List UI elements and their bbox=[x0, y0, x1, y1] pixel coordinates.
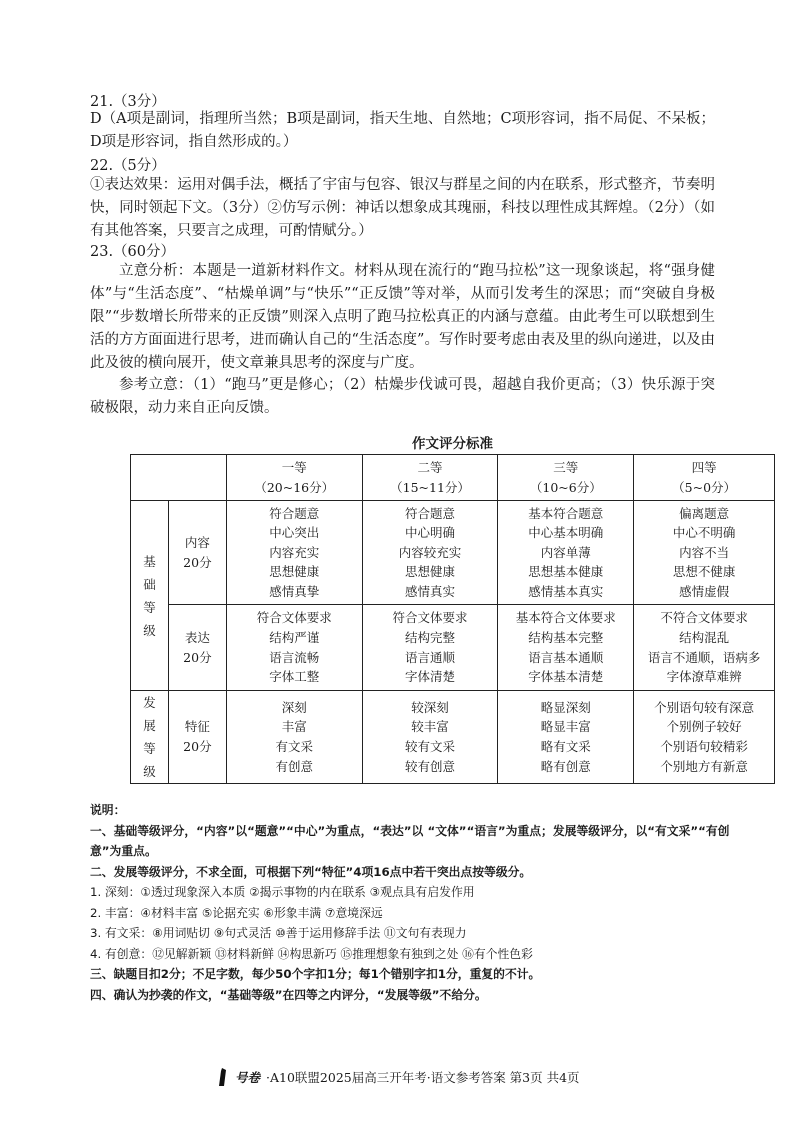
q23-heading: 23.（60分） bbox=[90, 244, 176, 260]
q22-answer: ①表达效果：运用对偶手法，概括了宇宙与包容、银汉与群星之间的内在联系，形式整齐，节奏明快，同时领起下文。（3分）②仿写示例：神话以想象成其瑰丽，科技以理性成其辉煌。（2分）（如有其他答案，只要言之成理，可酌情赋分。） bbox=[90, 177, 715, 239]
grade-2-header: 二等 （15~11分） bbox=[362, 455, 498, 501]
page-footer bbox=[215, 1068, 580, 1086]
note-2-item-4: 4. 有创意：⑫见解新颖 ⑬材料新鲜 ⑭构思新巧 ⑮推理想象有独到之处 ⑯有个性色彩 bbox=[90, 946, 533, 961]
notes-section bbox=[90, 800, 730, 1005]
table-header-row bbox=[131, 455, 775, 501]
feature-label: 特征 20分 bbox=[168, 691, 226, 784]
note-2-item-1: 1. 深刻：①透过现象深入本质 ②揭示事物的内在联系 ③观点具有启发作用 bbox=[90, 885, 475, 899]
basic-level-label: 基 础 等 级 bbox=[131, 501, 169, 691]
corner-cell bbox=[131, 455, 227, 501]
q21-answer: D（A项是副词，指理所当然；B项是副词，指天生地、自然地；C项形容词，指不局促、不呆板；D项是形容词，指自然形成的。） bbox=[90, 111, 715, 150]
grading-table bbox=[130, 454, 775, 784]
expression-grade-2: 符合文体要求 结构完整 语言通顺 字体清楚 bbox=[362, 605, 498, 691]
expression-grade-1: 符合文体要求 结构严谨 语言流畅 字体工整 bbox=[226, 605, 362, 691]
content-row bbox=[131, 501, 775, 605]
development-level-label: 发 展 等 级 bbox=[131, 691, 169, 784]
content-grade-1: 符合题意 中心突出 内容充实 思想健康 感情真挚 bbox=[226, 501, 362, 605]
note-1: 一、基础等级评分，“内容”以“题意”“中心”为重点，“表达”以 “文体”“语言”为重点；发展等级评分，以“有文采”“有创意”为重点。 bbox=[90, 823, 730, 858]
footer-text: ·A10联盟2025届高三开年考·语文参考答案 第3页 共4页 bbox=[266, 1070, 580, 1085]
feature-row bbox=[131, 691, 775, 784]
content-grade-2: 符合题意 中心明确 内容较充实 思想健康 感情真实 bbox=[362, 501, 498, 605]
expression-label: 表达 20分 bbox=[168, 605, 226, 691]
feature-grade-1: 深刻 丰富 有文采 有创意 bbox=[226, 691, 362, 784]
expression-grade-3: 基本符合文体要求 结构基本完整 语言基本通顺 字体基本清楚 bbox=[498, 605, 634, 691]
grade-4-header: 四等 （5~0分） bbox=[634, 455, 775, 501]
feature-grade-2: 较深刻 较丰富 较有文采 较有创意 bbox=[362, 691, 498, 784]
q22-heading: 22.（5分） bbox=[90, 158, 166, 174]
brand-name: 号卷 bbox=[235, 1070, 261, 1085]
content-grade-3: 基本符合题意 中心基本明确 内容单薄 思想基本健康 感情基本真实 bbox=[498, 501, 634, 605]
content-grade-4: 偏离题意 中心不明确 内容不当 思想不健康 感情虚假 bbox=[634, 501, 775, 605]
note-4: 四、确认为抄袭的作文，“基础等级”在四等之内评分，“发展等级”不给分。 bbox=[90, 987, 487, 1002]
feature-grade-4: 个别语句较有深意 个别例子较好 个别语句较精彩 个别地方有新意 bbox=[634, 691, 775, 784]
grade-3-header: 三等 （10~6分） bbox=[498, 455, 634, 501]
note-2-item-2: 2. 丰富：④材料丰富 ⑤论据充实 ⑥形象丰满 ⑦意境深远 bbox=[90, 905, 383, 920]
note-3: 三、缺题目扣2分；不足字数，每少50个字扣1分；每1个错别字扣1分，重复的不计。 bbox=[90, 967, 541, 981]
notes-title: 说明： bbox=[90, 803, 126, 817]
content-label: 内容 20分 bbox=[168, 501, 226, 605]
expression-grade-4: 不符合文体要求 结构混乱 语言不通顺，语病多 字体潦草难辨 bbox=[634, 605, 775, 691]
brand-logo-icon bbox=[215, 1068, 229, 1086]
note-2-item-3: 3. 有文采：⑧用词贴切 ⑨句式灵活 ⑩善于运用修辞手法 ⑪文句有表现力 bbox=[90, 926, 467, 940]
expression-row bbox=[131, 605, 775, 691]
feature-grade-3: 略显深刻 略显丰富 略有文采 略有创意 bbox=[498, 691, 634, 784]
q23-analysis: 立意分析：本题是一道新材料作文。材料从现在流行的“跑马拉松”这一现象谈起，将“强身健体”与“生活态度”、“枯燥单调”与“快乐”“正反馈”等对举，从而引发考生的深思；而“突破自身极限”“步数增长所带来的正反馈”则深入点明了跑马拉松真正的内涵与意蕴。由此考生可以联想到生活的方方面面进行思考，进而确认自己的“生活态度”。写作时要考虑由表及里的纵向递进，以及由此及彼的横向展开，使文章兼具思考的深度与广度。 bbox=[90, 263, 715, 371]
q23-reference: 参考立意：（1）“跑马”更是修心；（2）枯燥步伐诚可畏，超越自我价更高；（3）快乐源于突破极限，动力来自正向反馈。 bbox=[90, 377, 715, 416]
table-title: 作文评分标准 bbox=[412, 436, 493, 452]
note-2: 二、发展等级评分，不求全面，可根据下列“特征”4项16点中若干突出点按等级分。 bbox=[90, 864, 532, 879]
q21-heading: 21.（3分） bbox=[90, 94, 166, 110]
grade-1-header: 一等 （20~16分） bbox=[226, 455, 362, 501]
